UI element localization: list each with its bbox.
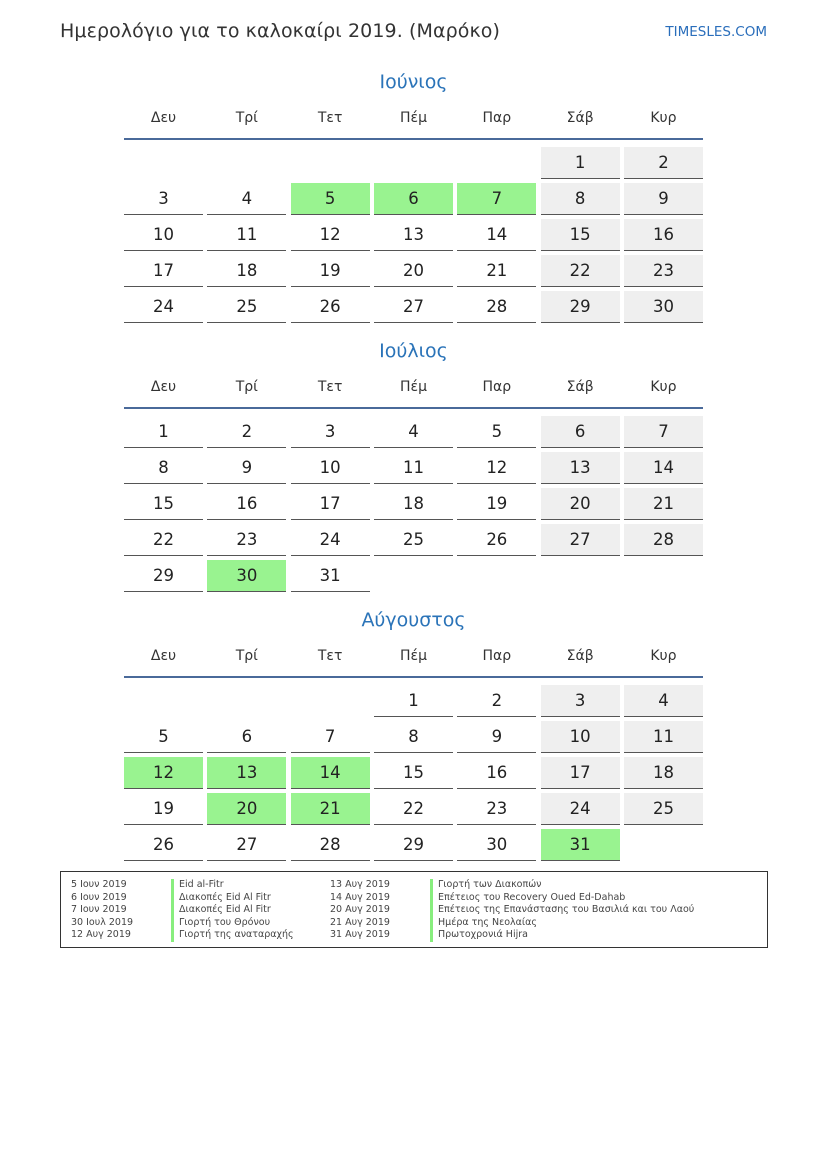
day-cell: 28 <box>457 291 536 323</box>
legend-date: 5 Ιουν 2019 <box>71 879 127 890</box>
weekday-label: Παρ <box>482 648 512 664</box>
page-header <box>60 18 767 48</box>
weekday-label: Τετ <box>317 648 343 664</box>
weekday-label: Τρί <box>235 110 258 126</box>
empty-cell <box>291 685 370 717</box>
day-cell: 12 <box>457 452 536 484</box>
legend-holiday-name: Γιορτή της αναταραχής <box>179 929 294 940</box>
weekday-label: Σάβ <box>566 110 594 126</box>
day-cell: 16 <box>457 757 536 789</box>
legend-color-bar <box>430 917 433 930</box>
weekday-label: Πέμ <box>399 648 427 664</box>
legend-color-bar <box>430 904 433 917</box>
empty-cell <box>207 685 286 717</box>
day-cell: 21 <box>624 488 703 520</box>
holiday-day-cell: 20 <box>207 793 286 825</box>
weekday-label: Δευ <box>150 110 177 126</box>
day-cell: 7 <box>624 416 703 448</box>
day-cell: 1 <box>541 147 620 179</box>
day-cell: 4 <box>207 183 286 215</box>
day-cell: 3 <box>291 416 370 448</box>
day-cell: 9 <box>207 452 286 484</box>
legend-color-bar <box>430 929 433 942</box>
holiday-day-cell: 5 <box>291 183 370 215</box>
legend-color-bar <box>171 917 174 930</box>
day-cell: 10 <box>124 219 203 251</box>
legend-color-bar <box>430 879 433 892</box>
day-cell: 20 <box>374 255 453 287</box>
day-grid <box>124 682 703 862</box>
day-cell: 10 <box>291 452 370 484</box>
day-cell: 18 <box>207 255 286 287</box>
day-cell: 29 <box>374 829 453 861</box>
weekday-header <box>124 634 703 678</box>
day-cell: 14 <box>624 452 703 484</box>
day-cell: 2 <box>457 685 536 717</box>
day-cell: 9 <box>457 721 536 753</box>
day-cell: 30 <box>457 829 536 861</box>
day-cell: 12 <box>291 219 370 251</box>
day-cell: 9 <box>624 183 703 215</box>
legend-row <box>71 879 294 892</box>
day-cell: 14 <box>457 219 536 251</box>
legend-row <box>330 892 694 905</box>
day-cell: 1 <box>124 416 203 448</box>
legend-holiday-name: Γιορτή του Θρόνου <box>179 916 271 928</box>
day-cell: 21 <box>457 255 536 287</box>
day-cell: 26 <box>457 524 536 556</box>
empty-cell <box>291 147 370 179</box>
empty-cell <box>374 147 453 179</box>
day-cell: 13 <box>374 219 453 251</box>
day-cell: 7 <box>291 721 370 753</box>
legend-date: 13 Αυγ 2019 <box>330 879 390 890</box>
weekday-label: Τετ <box>317 379 343 395</box>
day-cell: 22 <box>541 255 620 287</box>
empty-cell <box>124 685 203 717</box>
weekday-label: Παρ <box>482 110 512 126</box>
legend-row <box>71 892 294 905</box>
day-cell: 11 <box>207 219 286 251</box>
holiday-legend <box>60 871 768 948</box>
day-cell: 25 <box>207 291 286 323</box>
day-cell: 19 <box>291 255 370 287</box>
weekday-label: Δευ <box>150 648 177 664</box>
day-cell: 24 <box>291 524 370 556</box>
legend-row <box>71 917 294 930</box>
legend-row <box>330 904 694 917</box>
legend-date: 6 Ιουν 2019 <box>71 891 127 903</box>
day-cell: 2 <box>624 147 703 179</box>
weekday-label: Τετ <box>317 110 343 126</box>
legend-date: 31 Αυγ 2019 <box>330 929 390 940</box>
legend-column <box>71 879 294 942</box>
weekday-label: Κυρ <box>650 648 677 664</box>
weekday-label: Δευ <box>150 379 177 395</box>
day-cell: 18 <box>374 488 453 520</box>
holiday-day-cell: 6 <box>374 183 453 215</box>
legend-row <box>71 929 294 942</box>
day-cell: 17 <box>124 255 203 287</box>
weekday-label: Πέμ <box>399 110 427 126</box>
legend-holiday-name: Επέτειος του Recovery Oued Ed-Dahab <box>438 891 626 903</box>
day-cell: 3 <box>541 685 620 717</box>
legend-date: 21 Αυγ 2019 <box>330 916 390 928</box>
legend-holiday-name: Επέτειος της Επανάστασης του Βασιλιά και του Λαού <box>438 904 695 915</box>
day-grid <box>124 413 703 593</box>
day-cell: 5 <box>457 416 536 448</box>
legend-color-bar <box>171 904 174 917</box>
legend-holiday-name: Ημέρα της Νεολαίας <box>438 916 537 928</box>
day-cell: 28 <box>291 829 370 861</box>
day-cell: 16 <box>624 219 703 251</box>
weekday-header <box>124 365 703 409</box>
day-cell: 25 <box>624 793 703 825</box>
day-cell: 23 <box>624 255 703 287</box>
day-cell: 11 <box>624 721 703 753</box>
weekday-label: Τρί <box>235 648 258 664</box>
day-cell: 26 <box>124 829 203 861</box>
day-cell: 8 <box>124 452 203 484</box>
legend-row <box>330 917 694 930</box>
legend-date: 20 Αυγ 2019 <box>330 904 390 915</box>
day-cell: 19 <box>457 488 536 520</box>
day-cell: 16 <box>207 488 286 520</box>
weekday-label: Σάβ <box>566 648 594 664</box>
day-cell: 4 <box>624 685 703 717</box>
day-cell: 28 <box>624 524 703 556</box>
month-title: Ιούλιος <box>379 340 448 362</box>
day-cell: 23 <box>457 793 536 825</box>
legend-color-bar <box>171 892 174 905</box>
legend-holiday-name: Διακοπές Eid Al Fitr <box>179 904 271 915</box>
holiday-day-cell: 31 <box>541 829 620 861</box>
empty-cell <box>124 147 203 179</box>
legend-color-bar <box>171 929 174 942</box>
legend-date: 14 Αυγ 2019 <box>330 891 390 903</box>
day-cell: 6 <box>207 721 286 753</box>
day-cell: 11 <box>374 452 453 484</box>
day-cell: 13 <box>541 452 620 484</box>
month-title: Αύγουστος <box>361 609 466 631</box>
day-cell: 2 <box>207 416 286 448</box>
day-cell: 29 <box>541 291 620 323</box>
legend-column <box>330 879 694 942</box>
month-july <box>124 337 703 593</box>
day-cell: 26 <box>291 291 370 323</box>
month-august <box>124 606 703 862</box>
day-cell: 22 <box>374 793 453 825</box>
month-june <box>124 68 703 324</box>
weekday-label: Κυρ <box>650 379 677 395</box>
holiday-day-cell: 21 <box>291 793 370 825</box>
weekday-label: Παρ <box>482 379 512 395</box>
weekday-label: Τρί <box>235 379 258 395</box>
day-cell: 17 <box>291 488 370 520</box>
legend-color-bar <box>171 879 174 892</box>
day-cell: 24 <box>541 793 620 825</box>
day-cell: 20 <box>541 488 620 520</box>
legend-date: 30 Ιουλ 2019 <box>71 916 134 928</box>
day-cell: 5 <box>124 721 203 753</box>
day-cell: 27 <box>374 291 453 323</box>
day-cell: 18 <box>624 757 703 789</box>
day-cell: 8 <box>541 183 620 215</box>
day-cell: 27 <box>541 524 620 556</box>
legend-holiday-name: Eid al-Fitr <box>179 879 224 890</box>
day-cell: 17 <box>541 757 620 789</box>
day-cell: 22 <box>124 524 203 556</box>
day-cell: 15 <box>124 488 203 520</box>
weekday-header <box>124 96 703 140</box>
day-cell: 19 <box>124 793 203 825</box>
holiday-day-cell: 14 <box>291 757 370 789</box>
day-cell: 24 <box>124 291 203 323</box>
empty-cell <box>207 147 286 179</box>
month-title: Ιούνιος <box>379 71 448 93</box>
weekday-label: Πέμ <box>399 379 427 395</box>
weekday-label: Κυρ <box>650 110 677 126</box>
day-cell: 25 <box>374 524 453 556</box>
legend-holiday-name: Πρωτοχρονιά Hijra <box>438 929 528 940</box>
day-cell: 10 <box>541 721 620 753</box>
legend-holiday-name: Διακοπές Eid Al Fitr <box>179 891 271 903</box>
day-cell: 15 <box>374 757 453 789</box>
day-cell: 4 <box>374 416 453 448</box>
day-cell: 15 <box>541 219 620 251</box>
day-cell: 30 <box>624 291 703 323</box>
day-cell: 6 <box>541 416 620 448</box>
legend-color-bar <box>430 892 433 905</box>
holiday-day-cell: 12 <box>124 757 203 789</box>
legend-holiday-name: Γιορτή των Διακοπών <box>438 879 542 890</box>
day-cell: 27 <box>207 829 286 861</box>
empty-cell <box>457 147 536 179</box>
holiday-day-cell: 30 <box>207 560 286 592</box>
legend-row <box>330 929 694 942</box>
day-grid <box>124 144 703 324</box>
day-cell: 31 <box>291 560 370 592</box>
weekday-label: Σάβ <box>566 379 594 395</box>
day-cell: 8 <box>374 721 453 753</box>
holiday-day-cell: 7 <box>457 183 536 215</box>
page-title: Ημερολόγιο για το καλοκαίρι 2019. (Μαρόκο) <box>60 20 501 42</box>
legend-row <box>71 904 294 917</box>
holiday-day-cell: 13 <box>207 757 286 789</box>
day-cell: 1 <box>374 685 453 717</box>
day-cell: 3 <box>124 183 203 215</box>
day-cell: 23 <box>207 524 286 556</box>
legend-row <box>330 879 694 892</box>
site-link[interactable]: TIMESLES.COM <box>665 24 767 40</box>
legend-date: 12 Αυγ 2019 <box>71 929 131 940</box>
legend-date: 7 Ιουν 2019 <box>71 904 127 915</box>
day-cell: 29 <box>124 560 203 592</box>
